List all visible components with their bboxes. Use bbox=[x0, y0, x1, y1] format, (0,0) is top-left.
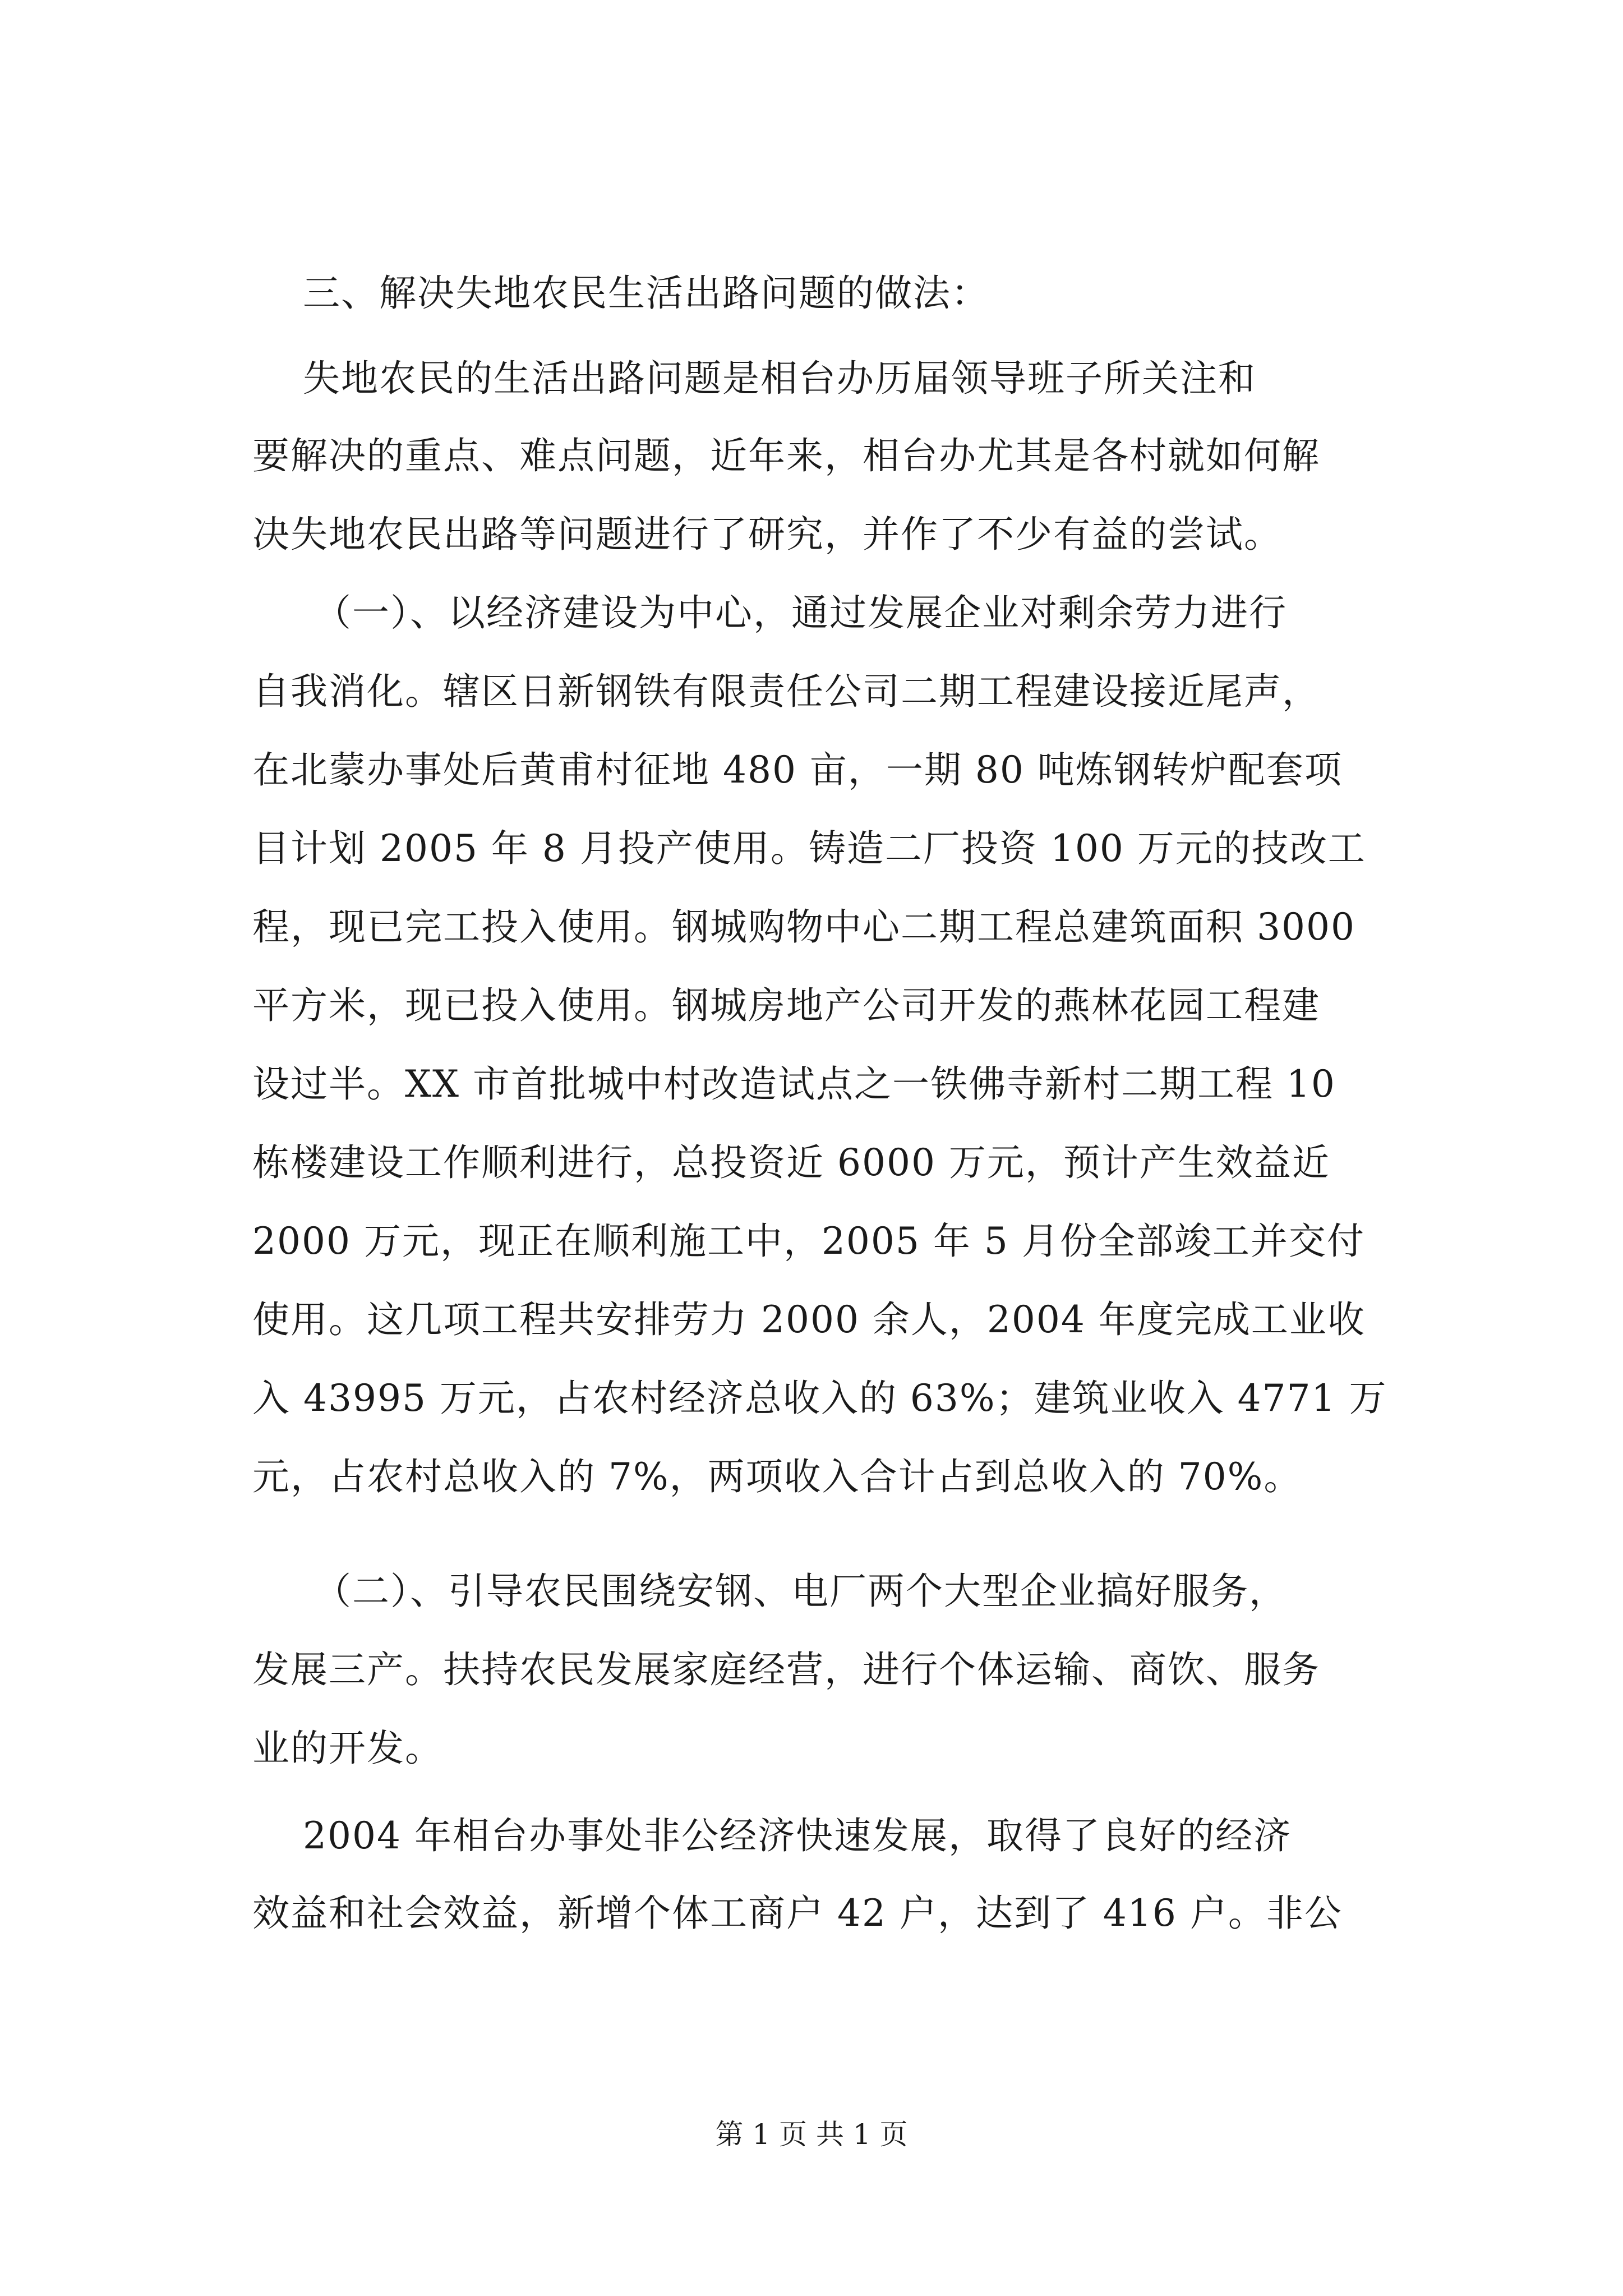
text-line: （二）、引导农民围绕安钢、电厂两个大型企业搞好服务， bbox=[314, 1570, 1287, 1613]
text-line: 使用。这几项工程共安排劳力 2000 余人，2004 年度完成工业收 bbox=[252, 1298, 1366, 1341]
text-line: 效益和社会效益，新增个体工商户 42 户，达到了 416 户。非公 bbox=[252, 1892, 1343, 1935]
text-line: 在北蒙办事处后黄甫村征地 480 亩，一期 80 吨炼钢转炉配套项 bbox=[252, 748, 1343, 792]
text-line: 平方米，现已投入使用。钢城房地产公司开发的燕林花园工程建 bbox=[252, 984, 1320, 1027]
text-line: 栋楼建设工作顺利进行，总投资近 6000 万元，预计产生效益近 bbox=[252, 1141, 1330, 1184]
text-line: 业的开发。 bbox=[252, 1727, 443, 1770]
page-number-footer: 第 1 页 共 1 页 bbox=[715, 2118, 908, 2151]
text-line: 三、解决失地农民生活出路问题的做法： bbox=[303, 272, 989, 315]
text-line: 元，占农村总收入的 7%，两项收入合计占到总收入的 70%。 bbox=[252, 1455, 1302, 1498]
text-line: 要解决的重点、难点问题，近年来，相台办尤其是各村就如何解 bbox=[252, 434, 1320, 477]
text-line: 决失地农民出路等问题进行了研究，并作了不少有益的尝试。 bbox=[252, 513, 1282, 556]
text-line: 自我消化。辖区日新钢铁有限责任公司二期工程建设接近尾声， bbox=[252, 670, 1320, 713]
text-line: 发展三产。扶持农民发展家庭经营，进行个体运输、商饮、服务 bbox=[252, 1648, 1320, 1691]
text-line: （一）、以经济建设为中心，通过发展企业对剩余劳力进行 bbox=[314, 591, 1287, 634]
text-line: 入 43995 万元，占农村经济总收入的 63%；建筑业收入 4771 万 bbox=[252, 1377, 1387, 1420]
text-line: 2000 万元，现正在顺利施工中，2005 年 5 月份全部竣工并交付 bbox=[252, 1220, 1365, 1263]
text-line: 失地农民的生活出路问题是相台办历届领导班子所关注和 bbox=[303, 357, 1256, 400]
text-line: 目计划 2005 年 8 月投产使用。铸造二厂投资 100 万元的技改工 bbox=[252, 827, 1366, 870]
text-line: 程，现已完工投入使用。钢城购物中心二期工程总建筑面积 3000 bbox=[252, 905, 1355, 949]
text-line: 2004 年相台办事处非公经济快速发展，取得了良好的经济 bbox=[303, 1814, 1292, 1857]
text-line: 设过半。XX 市首批城中村改造试点之一铁佛寺新村二期工程 10 bbox=[252, 1062, 1336, 1106]
